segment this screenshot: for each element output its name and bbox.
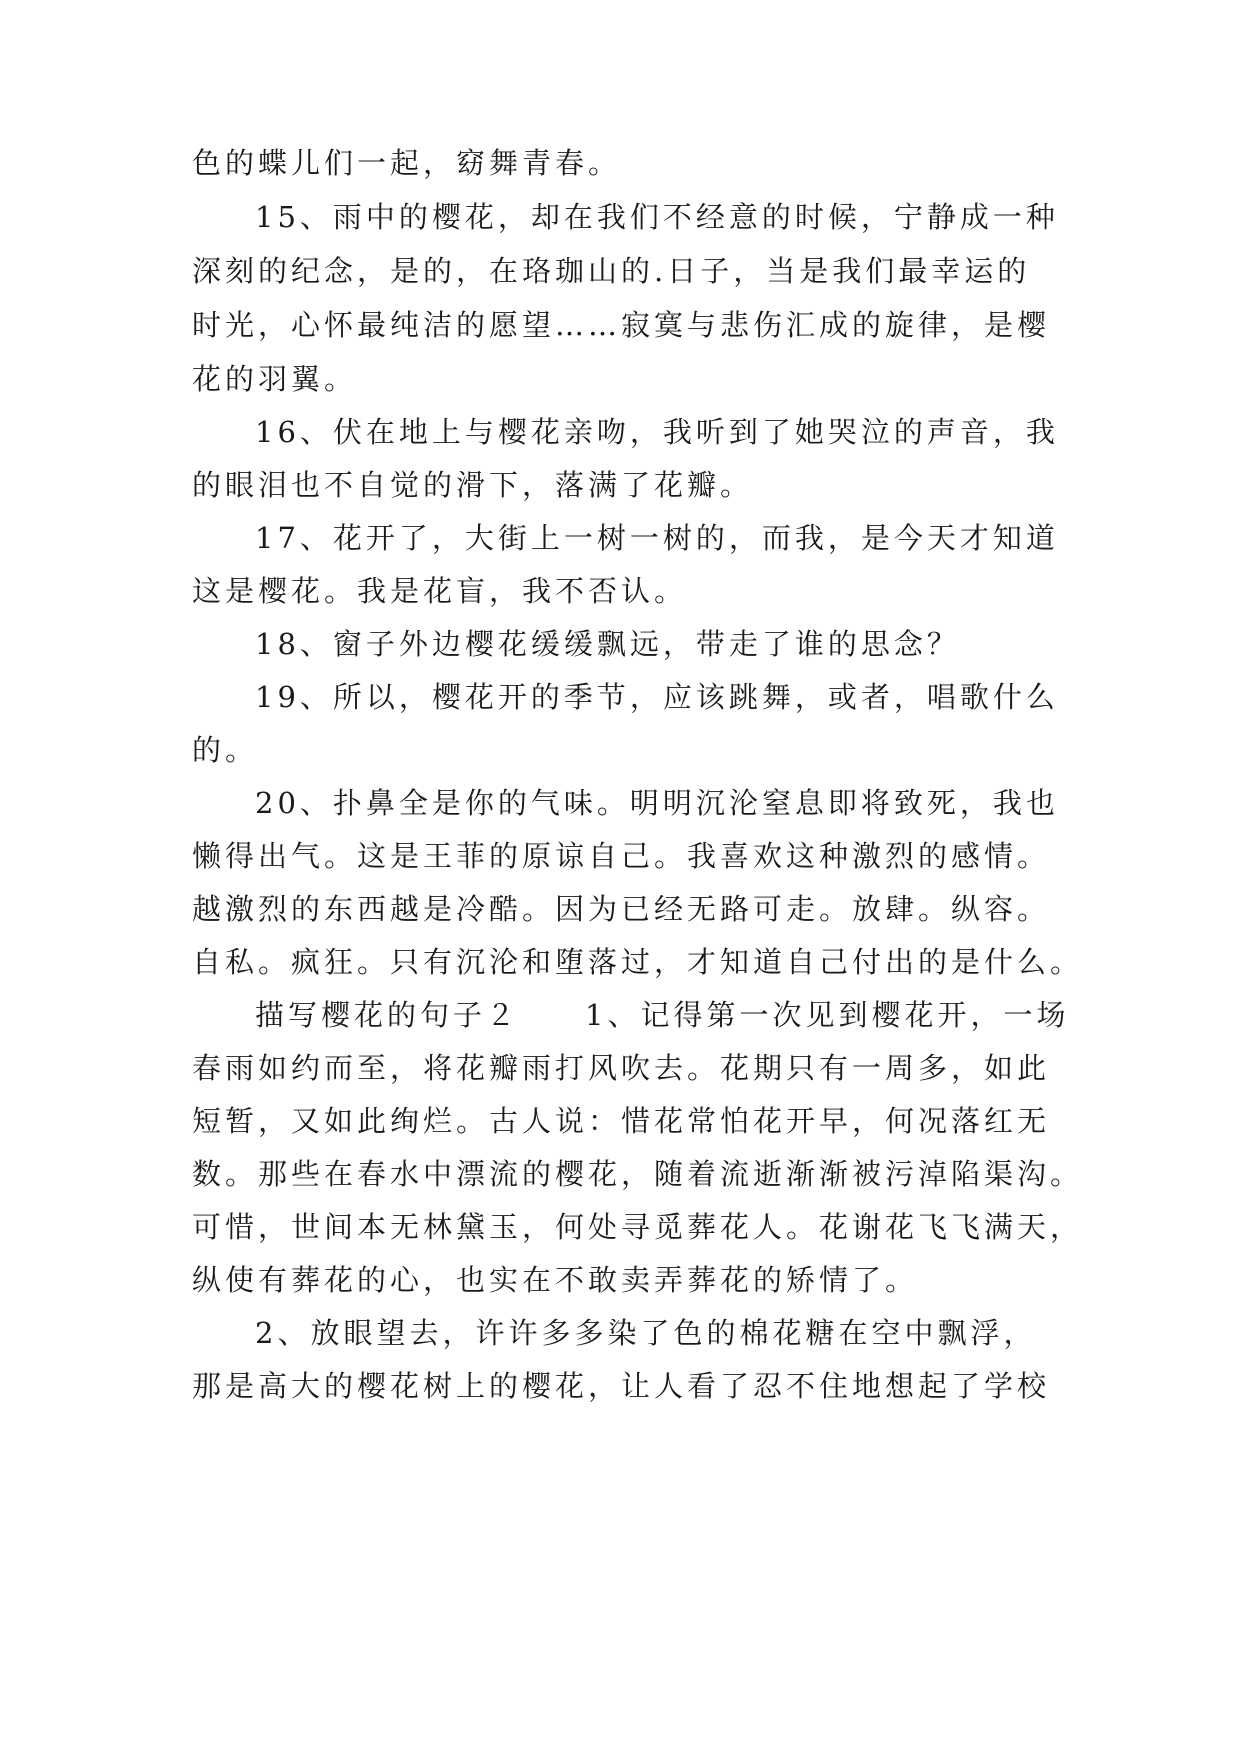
text-line: 纵使有葬花的心，也实在不敢卖弄葬花的矫情了。 — [192, 1263, 919, 1297]
text-line: 越激烈的东西越是冷酷。因为已经无路可走。放肆。纵容。 — [192, 892, 1051, 926]
paragraph-19-line: 19、所以，樱花开的季节，应该跳舞，或者，唱歌什么 — [255, 680, 1059, 714]
text-line: 花的羽翼。 — [192, 362, 358, 396]
text-line: 深刻的纪念，是的，在珞珈山的.日子，当是我们最幸运的 — [192, 254, 1031, 288]
text-line: 可惜，世间本无林黛玉，何处寻觅葬花人。花谢花飞飞满天， — [192, 1210, 1084, 1244]
paragraph-2-line: 2、放眼望去，许许多多染了色的棉花糖在空中飘浮， — [255, 1316, 1037, 1350]
section-heading-line: 描写樱花的句子２ 1、记得第一次见到樱花开，一场 — [255, 998, 1070, 1032]
text-line: 时光，心怀最纯洁的愿望……寂寞与悲伤汇成的旋律，是樱 — [192, 308, 1051, 342]
text-line: 自私。疯狂。只有沉沦和堕落过，才知道自己付出的是什么。 — [192, 945, 1084, 979]
paragraph-20-line: 20、扑鼻全是你的气味。明明沉沦窒息即将致死，我也 — [255, 786, 1059, 820]
text-line: 那是高大的樱花树上的樱花，让人看了忍不住地想起了学校 — [192, 1369, 1051, 1403]
paragraph-15-line: 15、雨中的樱花，却在我们不经意的时候，宁静成一种 — [255, 200, 1059, 234]
paragraph-16-line: 16、伏在地上与樱花亲吻，我听到了她哭泣的声音，我 — [255, 415, 1059, 449]
paragraph-17-line: 17、花开了，大街上一树一树的，而我，是今天才知道 — [255, 521, 1059, 555]
text-line: 的眼泪也不自觉的滑下，落满了花瓣。 — [192, 468, 754, 502]
text-line: 数。那些在春水中漂流的樱花，随着流逝渐渐被污淖陷渠沟。 — [192, 1157, 1084, 1191]
text-line: 的。 — [192, 733, 259, 767]
text-line: 这是樱花。我是花盲，我不否认。 — [192, 574, 688, 608]
text-line: 春雨如约而至，将花瓣雨打风吹去。花期只有一周多，如此 — [192, 1051, 1051, 1085]
text-line: 短暂，又如此绚烂。古人说：惜花常怕花开早，何况落红无 — [192, 1104, 1051, 1138]
text-line: 懒得出气。这是王菲的原谅自己。我喜欢这种激烈的感情。 — [192, 839, 1051, 873]
paragraph-18-line: 18、窗子外边樱花缓缓飘远，带走了谁的思念？ — [255, 627, 960, 661]
text-line: 色的蝶儿们一起，窈舞青春。 — [192, 146, 622, 180]
